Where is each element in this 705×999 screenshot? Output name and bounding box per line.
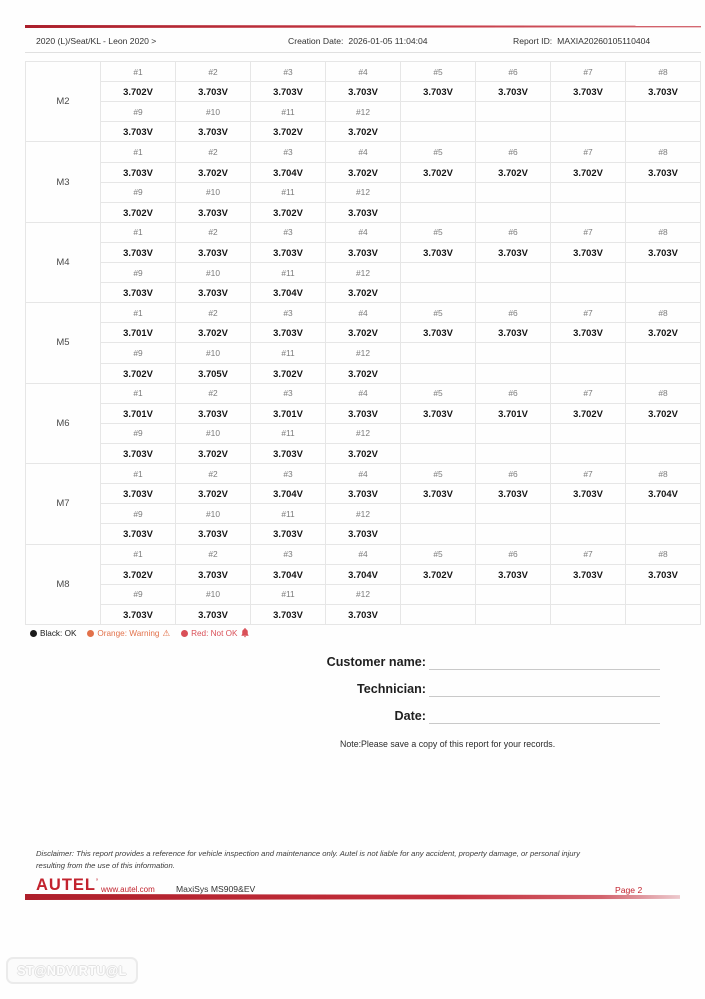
cell-value: 3.704V	[251, 484, 325, 503]
cell-header: #10	[176, 424, 250, 443]
legend-item-ok	[30, 629, 76, 638]
cell-value: 3.703V	[101, 283, 175, 302]
cell-header: #12	[326, 504, 400, 523]
cell-value: 3.703V	[101, 243, 175, 262]
cell-value	[626, 122, 700, 141]
cell-value: 3.702V	[176, 444, 250, 463]
cell-header: #6	[476, 464, 550, 483]
cell-header: #2	[176, 142, 250, 161]
cell-value: 3.702V	[101, 364, 175, 383]
cell-value: 3.703V	[476, 82, 550, 101]
module-block-m5	[26, 303, 700, 383]
customer-name-row	[280, 650, 660, 670]
cell-value: 3.703V	[551, 484, 625, 503]
cell-value: 3.703V	[251, 82, 325, 101]
cell-header: #6	[476, 142, 550, 161]
technician-label: Technician:	[356, 682, 426, 697]
module-grid	[101, 223, 700, 302]
cell-header: #12	[326, 102, 400, 121]
module-grid	[101, 464, 700, 543]
cell-value: 3.703V	[176, 243, 250, 262]
cell-header: #7	[551, 62, 625, 81]
cell-value: 3.705V	[176, 364, 250, 383]
cell-value: 3.703V	[176, 605, 250, 624]
cell-value: 3.704V	[326, 565, 400, 584]
cell-value	[401, 203, 475, 222]
cell-value: 3.703V	[476, 565, 550, 584]
orange-dot-icon	[87, 630, 94, 637]
module-grid	[101, 62, 700, 141]
cell-header: #8	[626, 303, 700, 322]
cell-value	[476, 444, 550, 463]
cell-value: 3.703V	[251, 243, 325, 262]
cell-header: #7	[551, 223, 625, 242]
cell-value: 3.703V	[101, 524, 175, 543]
cell-header: #7	[551, 464, 625, 483]
legend-label-warning: Orange: Warning	[97, 628, 160, 638]
cell-header: #9	[101, 183, 175, 202]
cell-header: #2	[176, 303, 250, 322]
cell-value: 3.702V	[326, 444, 400, 463]
cell-header	[551, 424, 625, 443]
cell-value	[476, 364, 550, 383]
cell-header: #3	[251, 62, 325, 81]
cell-value: 3.703V	[551, 82, 625, 101]
cell-header: #12	[326, 263, 400, 282]
cell-value: 3.703V	[326, 605, 400, 624]
cell-value: 3.703V	[476, 243, 550, 262]
cell-value	[401, 524, 475, 543]
cell-header: #5	[401, 545, 475, 564]
cell-value: 3.703V	[401, 484, 475, 503]
module-label: M4	[26, 223, 101, 302]
cell-header: #8	[626, 142, 700, 161]
module-block-m2	[26, 62, 700, 142]
cell-header: #1	[101, 384, 175, 403]
cell-value: 3.703V	[551, 243, 625, 262]
header-divider	[25, 52, 701, 53]
cell-value: 3.702V	[101, 82, 175, 101]
cell-header	[401, 424, 475, 443]
cell-header: #3	[251, 384, 325, 403]
cell-value	[626, 444, 700, 463]
module-grid	[101, 384, 700, 463]
cell-value	[551, 364, 625, 383]
cell-header: #2	[176, 545, 250, 564]
cell-header	[626, 263, 700, 282]
legend-label-notok: Red: Not OK	[191, 628, 238, 638]
cell-value: 3.703V	[626, 82, 700, 101]
cell-header: #12	[326, 424, 400, 443]
cell-header: #10	[176, 504, 250, 523]
cell-value: 3.702V	[326, 163, 400, 182]
cell-value	[476, 605, 550, 624]
cell-header	[551, 102, 625, 121]
legend-label-ok: Black: OK	[40, 628, 77, 638]
cell-value	[401, 605, 475, 624]
cell-header: #9	[101, 504, 175, 523]
cell-header: #9	[101, 343, 175, 362]
cell-value: 3.703V	[101, 605, 175, 624]
cell-header: #5	[401, 464, 475, 483]
cell-header	[551, 183, 625, 202]
cell-value: 3.702V	[251, 203, 325, 222]
cell-value: 3.703V	[326, 484, 400, 503]
autel-logo: AUTEL’	[36, 876, 99, 894]
cell-header: #5	[401, 142, 475, 161]
cell-value: 3.702V	[551, 163, 625, 182]
cell-header: #4	[326, 223, 400, 242]
module-label: M5	[26, 303, 101, 382]
cell-header: #6	[476, 223, 550, 242]
cell-value	[476, 122, 550, 141]
cell-header	[476, 102, 550, 121]
cell-value: 3.703V	[626, 163, 700, 182]
cell-header	[626, 102, 700, 121]
cell-value: 3.702V	[251, 122, 325, 141]
red-dot-icon	[181, 630, 188, 637]
cell-value	[551, 283, 625, 302]
cell-value	[401, 364, 475, 383]
cell-header: #10	[176, 343, 250, 362]
cell-header	[476, 585, 550, 604]
bottom-accent-bar	[25, 894, 680, 900]
module-label: M7	[26, 464, 101, 543]
cell-header	[401, 343, 475, 362]
cell-value: 3.702V	[326, 364, 400, 383]
creation-date-value: 2026-01-05 11:04:04	[348, 36, 428, 46]
cell-header: #2	[176, 464, 250, 483]
cell-value: 3.704V	[626, 484, 700, 503]
cell-value	[401, 444, 475, 463]
cell-value: 3.703V	[176, 283, 250, 302]
cell-value	[551, 122, 625, 141]
cell-header: #4	[326, 384, 400, 403]
module-label: M3	[26, 142, 101, 221]
disclaimer-text: Disclaimer: This report provides a reference for vehicle inspection and maintenance only. Autel is not liable for any accident, property damage, or personal injury resulting from the use of this information.	[36, 849, 580, 870]
cell-value: 3.702V	[176, 163, 250, 182]
cell-value: 3.703V	[101, 484, 175, 503]
cell-header: #5	[401, 223, 475, 242]
module-block-m3	[26, 142, 700, 222]
cell-header: #11	[251, 183, 325, 202]
black-dot-icon	[30, 630, 37, 637]
module-label: M2	[26, 62, 101, 141]
cell-header: #4	[326, 303, 400, 322]
cell-header: #9	[101, 585, 175, 604]
cell-header	[551, 343, 625, 362]
cell-value: 3.703V	[401, 82, 475, 101]
cell-value: 3.702V	[101, 565, 175, 584]
cell-header: #7	[551, 384, 625, 403]
cell-value: 3.703V	[176, 524, 250, 543]
cell-header	[476, 343, 550, 362]
cell-header	[401, 102, 475, 121]
cell-header: #8	[626, 62, 700, 81]
cell-header: #9	[101, 424, 175, 443]
watermark-text: ST@NDVIRTU@L	[17, 963, 127, 978]
cell-value: 3.703V	[401, 404, 475, 423]
cell-header: #10	[176, 102, 250, 121]
cell-header: #5	[401, 62, 475, 81]
cell-value: 3.703V	[326, 82, 400, 101]
cell-header	[626, 343, 700, 362]
cell-header	[551, 504, 625, 523]
cell-value: 3.702V	[476, 163, 550, 182]
cell-header: #1	[101, 545, 175, 564]
cell-header: #8	[626, 223, 700, 242]
module-block-m4	[26, 223, 700, 303]
cell-value: 3.702V	[626, 404, 700, 423]
cell-value: 3.703V	[476, 484, 550, 503]
module-block-m8	[26, 545, 700, 624]
cell-value: 3.702V	[401, 565, 475, 584]
date-field[interactable]	[429, 707, 660, 724]
page-number: Page 2	[615, 885, 643, 895]
module-label: M6	[26, 384, 101, 463]
cell-header: #3	[251, 142, 325, 161]
cell-header: #4	[326, 545, 400, 564]
cell-header: #6	[476, 545, 550, 564]
cell-value: 3.703V	[626, 243, 700, 262]
cell-header: #12	[326, 343, 400, 362]
cell-header: #11	[251, 585, 325, 604]
customer-name-field[interactable]	[429, 653, 660, 670]
cell-header: #6	[476, 303, 550, 322]
cell-value: 3.702V	[251, 364, 325, 383]
cell-header: #9	[101, 263, 175, 282]
cell-value	[626, 283, 700, 302]
cell-value: 3.703V	[176, 565, 250, 584]
cell-value	[476, 283, 550, 302]
warning-triangle-icon: ⚠	[162, 627, 171, 638]
cell-header: #7	[551, 545, 625, 564]
cell-header	[551, 263, 625, 282]
cell-header: #1	[101, 223, 175, 242]
voltage-table	[25, 61, 701, 625]
cell-value: 3.703V	[251, 524, 325, 543]
technician-field[interactable]	[429, 680, 660, 697]
alarm-bell-icon	[241, 628, 249, 638]
cell-header: #10	[176, 183, 250, 202]
cell-header	[626, 424, 700, 443]
module-grid	[101, 303, 700, 382]
date-row	[280, 704, 660, 724]
cell-value: 3.702V	[176, 484, 250, 503]
cell-value	[401, 283, 475, 302]
cell-value	[551, 605, 625, 624]
module-grid	[101, 142, 700, 221]
cell-header: #11	[251, 424, 325, 443]
cell-value	[551, 203, 625, 222]
cell-value	[476, 524, 550, 543]
cell-value: 3.703V	[101, 163, 175, 182]
module-label: M8	[26, 545, 101, 624]
cell-header	[476, 424, 550, 443]
cell-value: 3.703V	[101, 122, 175, 141]
top-accent-rule	[25, 25, 701, 28]
cell-header	[401, 183, 475, 202]
technician-row	[280, 677, 660, 697]
cell-header: #4	[326, 464, 400, 483]
cell-value: 3.701V	[101, 404, 175, 423]
cell-header: #10	[176, 263, 250, 282]
cell-header	[626, 183, 700, 202]
cell-header	[626, 504, 700, 523]
cell-value	[551, 524, 625, 543]
cell-header	[626, 585, 700, 604]
cell-value: 3.702V	[626, 323, 700, 342]
cell-header: #4	[326, 62, 400, 81]
cell-value: 3.701V	[476, 404, 550, 423]
cell-value: 3.703V	[626, 565, 700, 584]
cell-header	[401, 585, 475, 604]
standvirtual-watermark	[6, 957, 138, 984]
date-label: Date:	[394, 709, 426, 724]
module-grid	[101, 545, 700, 624]
cell-value	[551, 444, 625, 463]
report-id-value: MAXIA20260105110404	[557, 36, 651, 46]
cell-value: 3.703V	[401, 243, 475, 262]
cell-header	[476, 183, 550, 202]
cell-value: 3.702V	[326, 283, 400, 302]
cell-header: #11	[251, 102, 325, 121]
cell-header: #7	[551, 303, 625, 322]
cell-header: #3	[251, 223, 325, 242]
cell-header: #12	[326, 183, 400, 202]
cell-value: 3.703V	[326, 243, 400, 262]
cell-value: 3.702V	[326, 122, 400, 141]
product-name: MaxiSys MS909&EV	[176, 884, 256, 894]
report-id	[513, 36, 650, 46]
module-block-m7	[26, 464, 700, 544]
cell-header: #1	[101, 464, 175, 483]
vehicle-breadcrumb: 2020 (L)/Seat/KL - Leon 2020 >	[36, 36, 157, 46]
cell-value: 3.703V	[251, 323, 325, 342]
autel-website-link[interactable]: www.autel.com	[101, 885, 155, 894]
save-copy-note: Note:Please save a copy of this report for your records.	[340, 739, 556, 749]
cell-value: 3.702V	[401, 163, 475, 182]
cell-value: 3.704V	[251, 283, 325, 302]
cell-value: 3.703V	[176, 82, 250, 101]
cell-header: #2	[176, 223, 250, 242]
report-id-label: Report ID:	[513, 36, 553, 46]
cell-header	[401, 504, 475, 523]
cell-value	[626, 605, 700, 624]
cell-header: #11	[251, 504, 325, 523]
cell-header: #10	[176, 585, 250, 604]
cell-value	[626, 203, 700, 222]
cell-value: 3.702V	[326, 323, 400, 342]
cell-value: 3.703V	[551, 565, 625, 584]
cell-header: #11	[251, 263, 325, 282]
cell-value: 3.703V	[401, 323, 475, 342]
cell-header: #8	[626, 464, 700, 483]
legend-item-warning	[87, 629, 170, 638]
cell-header: #8	[626, 545, 700, 564]
cell-value: 3.703V	[326, 524, 400, 543]
cell-header	[551, 585, 625, 604]
cell-value: 3.703V	[176, 404, 250, 423]
cell-header: #12	[326, 585, 400, 604]
cell-value: 3.701V	[101, 323, 175, 342]
cell-header: #4	[326, 142, 400, 161]
cell-header: #1	[101, 62, 175, 81]
cell-value: 3.703V	[101, 444, 175, 463]
cell-value	[626, 524, 700, 543]
cell-value: 3.703V	[326, 203, 400, 222]
customer-name-label: Customer name:	[326, 655, 426, 670]
cell-header: #5	[401, 384, 475, 403]
cell-header: #6	[476, 62, 550, 81]
cell-header: #1	[101, 142, 175, 161]
cell-header: #3	[251, 303, 325, 322]
cell-header: #5	[401, 303, 475, 322]
cell-header: #3	[251, 545, 325, 564]
cell-header	[401, 263, 475, 282]
cell-header	[476, 263, 550, 282]
cell-value: 3.703V	[176, 122, 250, 141]
cell-header	[476, 504, 550, 523]
cell-value: 3.704V	[251, 565, 325, 584]
creation-date	[288, 36, 428, 46]
cell-value: 3.703V	[326, 404, 400, 423]
cell-value: 3.702V	[101, 203, 175, 222]
cell-header: #6	[476, 384, 550, 403]
cell-value	[626, 364, 700, 383]
cell-value: 3.703V	[551, 323, 625, 342]
cell-value	[401, 122, 475, 141]
legend-item-notok	[181, 628, 248, 638]
cell-value	[476, 203, 550, 222]
cell-value: 3.703V	[251, 605, 325, 624]
cell-header: #8	[626, 384, 700, 403]
cell-header: #2	[176, 384, 250, 403]
cell-header: #3	[251, 464, 325, 483]
cell-header: #7	[551, 142, 625, 161]
creation-date-label: Creation Date:	[288, 36, 344, 46]
cell-value: 3.702V	[176, 323, 250, 342]
cell-header: #11	[251, 343, 325, 362]
cell-header: #1	[101, 303, 175, 322]
cell-header: #9	[101, 102, 175, 121]
cell-value: 3.703V	[251, 444, 325, 463]
cell-value: 3.702V	[551, 404, 625, 423]
cell-value: 3.703V	[176, 203, 250, 222]
cell-header: #2	[176, 62, 250, 81]
status-legend	[30, 628, 260, 638]
cell-value: 3.704V	[251, 163, 325, 182]
cell-value: 3.701V	[251, 404, 325, 423]
cell-value: 3.703V	[476, 323, 550, 342]
module-block-m6	[26, 384, 700, 464]
